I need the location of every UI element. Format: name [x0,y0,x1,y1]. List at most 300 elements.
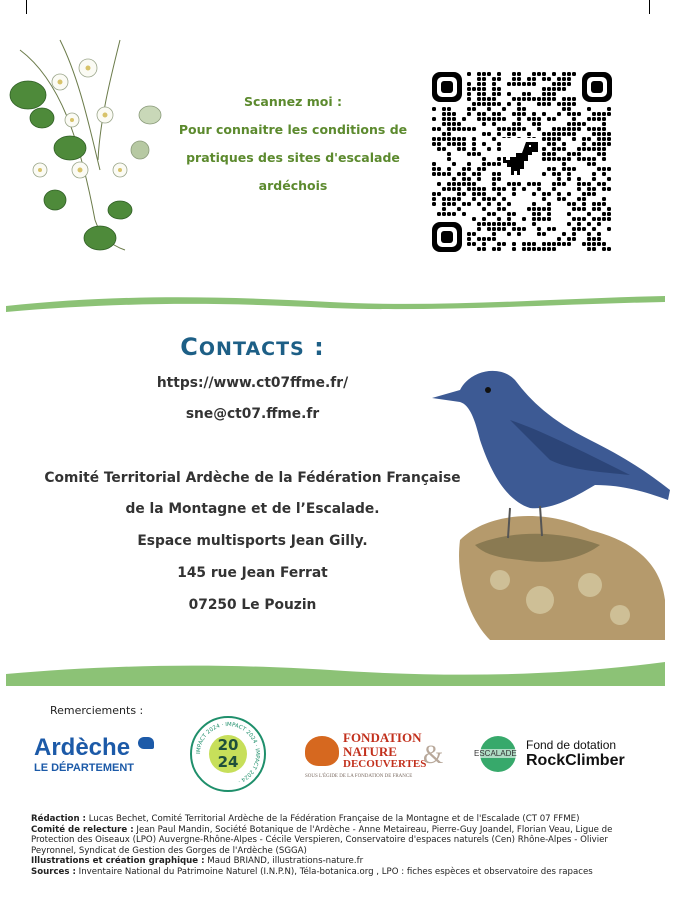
qr-module [602,147,606,151]
qr-module [582,242,586,246]
qr-module [552,152,556,156]
bird-illustration [430,360,670,650]
qr-module [577,147,581,151]
qr-module [522,242,526,246]
qr-module [432,197,436,201]
qr-module [487,72,491,76]
qr-module [447,172,451,176]
crop-mark-left [26,0,27,14]
qr-module [542,217,546,221]
qr-module [492,187,496,191]
qr-module [477,247,481,251]
qr-module [547,152,551,156]
qr-module [437,182,441,186]
qr-module [532,202,536,206]
email-link[interactable]: sne@ct07.ffme.fr [185,406,320,422]
qr-module [557,137,561,141]
qr-module [597,202,601,206]
qr-module [517,82,521,86]
qr-module [492,92,496,96]
qr-module [447,107,451,111]
qr-module [597,147,601,151]
qr-module [497,157,501,161]
qr-module [572,117,576,121]
qr-module [552,72,556,76]
qr-module [562,162,566,166]
qr-module [567,167,571,171]
qr-module [527,77,531,81]
qr-module [562,102,566,106]
qr-module [582,197,586,201]
qr-module [512,227,516,231]
qr-module [472,152,476,156]
qr-module [452,162,456,166]
qr-module [517,77,521,81]
rockclimber-logo[interactable] [474,736,634,776]
qr-module [552,82,556,86]
qr-module [567,82,571,86]
qr-module [572,217,576,221]
qr-module [527,82,531,86]
qr-module [582,202,586,206]
qr-module [607,142,611,146]
qr-module [437,137,441,141]
qr-module [577,182,581,186]
qr-module [592,147,596,151]
qr-module [537,212,541,216]
street-line: 145 rue Jean Ferrat [177,565,328,581]
qr-module [462,182,466,186]
qr-module [532,117,536,121]
qr-module [597,167,601,171]
qr-module [432,127,436,131]
qr-module [457,147,461,151]
qr-module [497,87,501,91]
qr-module [507,182,511,186]
qr-module [592,247,596,251]
qr-module [517,232,521,236]
qr-module [562,107,566,111]
qr-module [442,137,446,141]
qr-finder-top-right [582,72,612,102]
qr-module [497,202,501,206]
qr-module [487,227,491,231]
qr-code[interactable] [430,70,614,254]
qr-module [577,222,581,226]
qr-module [537,232,541,236]
qr-module [492,197,496,201]
qr-module [592,177,596,181]
qr-module [487,222,491,226]
ardeche-logo-name: Ardèche [34,734,131,761]
qr-module [482,92,486,96]
qr-finder-bottom-left [432,222,462,252]
qr-module [512,122,516,126]
qr-module [587,232,591,236]
scan-line-3: pratiques des sites d'escalade [186,150,400,165]
qr-module [552,157,556,161]
qr-module [482,167,486,171]
qr-module [562,142,566,146]
qr-module [607,167,611,171]
qr-module [512,192,516,196]
qr-module [467,152,471,156]
qr-module [497,117,501,121]
qr-module [467,202,471,206]
qr-module [507,212,511,216]
qr-module [532,242,536,246]
qr-module [552,247,556,251]
qr-module [587,242,591,246]
qr-module [462,177,466,181]
qr-module [497,172,501,176]
qr-module [562,97,566,101]
qr-module [492,182,496,186]
qr-module [522,187,526,191]
qr-module [497,72,501,76]
qr-module [507,232,511,236]
qr-module [492,102,496,106]
qr-module [562,147,566,151]
qr-module [432,142,436,146]
qr-module [472,102,476,106]
qr-module [537,182,541,186]
rockclimber-line-1: Fond de dotation [526,738,617,752]
fondation-sub: SOUS L'ÉGIDE DE LA FONDATION DE FRANCE [305,774,413,779]
qr-module [472,137,476,141]
qr-module [537,247,541,251]
qr-module [557,87,561,91]
qr-module [507,132,511,136]
qr-module [592,142,596,146]
qr-module [567,152,571,156]
qr-module [587,247,591,251]
qr-module [602,127,606,131]
qr-module [462,167,466,171]
qr-module [517,122,521,126]
qr-module [597,142,601,146]
qr-module [467,237,471,241]
qr-module [547,137,551,141]
qr-module [582,182,586,186]
qr-module [507,202,511,206]
qr-module [447,197,451,201]
qr-module [527,247,531,251]
qr-module [557,82,561,86]
qr-module [467,182,471,186]
qr-module [547,207,551,211]
qr-module [547,117,551,121]
qr-module [507,127,511,131]
qr-module [557,132,561,136]
qr-module [582,137,586,141]
qr-module [487,102,491,106]
qr-module [557,112,561,116]
qr-module [597,222,601,226]
qr-module [527,117,531,121]
qr-module [547,227,551,231]
fondation-nature-logo[interactable] [305,730,450,785]
qr-module [542,197,546,201]
qr-module [507,217,511,221]
qr-module [572,102,576,106]
qr-module [592,112,596,116]
qr-module [467,187,471,191]
qr-module [542,152,546,156]
qr-module [477,192,481,196]
qr-module [572,227,576,231]
qr-module [492,122,496,126]
qr-module [432,167,436,171]
org-line-1: Comité Territorial Ardèche de la Fédération Française [44,470,461,486]
qr-module [562,82,566,86]
impact-year-top: 20 [217,736,239,754]
qr-module [602,112,606,116]
qr-module [542,72,546,76]
qr-module [572,167,576,171]
qr-module [542,192,546,196]
qr-module [512,112,516,116]
qr-module [547,97,551,101]
scan-instructions [168,88,418,200]
qr-module [592,242,596,246]
qr-module [477,87,481,91]
qr-module [502,117,506,121]
qr-module [582,227,586,231]
qr-module [462,137,466,141]
fondation-line-3: DECOUVERTES [343,758,427,770]
qr-module [517,117,521,121]
qr-module [442,197,446,201]
credit-sources: Sources : Inventaire National du Patrimoine Naturel (I.N.P.N), Téla-botanica.org , LPO : fiches espèces et observatoire des rapaces [31,866,593,877]
qr-module [602,242,606,246]
qr-module [552,227,556,231]
qr-module [537,102,541,106]
qr-module [567,177,571,181]
qr-module [507,222,511,226]
qr-module [502,207,506,211]
city-line: 07250 Le Pouzin [188,597,317,613]
qr-module [537,217,541,221]
qr-module [482,247,486,251]
qr-module [567,102,571,106]
qr-module [502,197,506,201]
qr-module [567,237,571,241]
qr-module [532,97,536,101]
qr-module [547,202,551,206]
qr-module [542,147,546,151]
qr-module [487,162,491,166]
qr-module [517,112,521,116]
qr-module [572,232,576,236]
qr-module [537,117,541,121]
qr-module [477,202,481,206]
qr-module [462,127,466,131]
qr-module [467,242,471,246]
qr-module [587,222,591,226]
qr-module [487,107,491,111]
qr-module [597,152,601,156]
qr-module [467,177,471,181]
qr-module [602,117,606,121]
qr-module [582,207,586,211]
qr-module [557,102,561,106]
qr-module [507,92,511,96]
qr-module [492,227,496,231]
qr-finder-top-left [432,72,462,102]
qr-module [482,192,486,196]
qr-module [552,127,556,131]
credit-relecture: Comité de relecture : Jean Paul Mandin, Société Botanique de l'Ardèche - Anne Metaireau, Pierre-Guy Joandel, Florian Veau, Ligue de Protection des Oiseaux (LPO) Auvergne-Rhône-Alpes - Cécile Verspieren, Conservatoire d'espaces naturels (Cen) Rhône-Alpes - Olivier Peyronnel, Syndicat de Gestion des Gorges de l'Ardèche (SGGA) [31,824,613,856]
qr-module [502,107,506,111]
qr-module [557,157,561,161]
qr-module [532,212,536,216]
qr-module [487,237,491,241]
qr-module [582,142,586,146]
qr-module [562,132,566,136]
qr-module [567,157,571,161]
qr-module [587,107,591,111]
qr-module [567,122,571,126]
qr-module [557,127,561,131]
qr-module [527,207,531,211]
qr-module [552,182,556,186]
qr-module [492,222,496,226]
qr-module [457,197,461,201]
qr-module [477,222,481,226]
qr-module [492,162,496,166]
qr-module [442,187,446,191]
qr-module [447,167,451,171]
qr-module [467,72,471,76]
qr-module [512,132,516,136]
qr-module [467,112,471,116]
qr-module [467,92,471,96]
qr-module [597,112,601,116]
qr-module [562,87,566,91]
qr-module [602,152,606,156]
qr-module [512,222,516,226]
qr-module [547,247,551,251]
qr-module [472,147,476,151]
ardeche-logo-mark [138,737,154,749]
qr-module [462,192,466,196]
qr-module [502,227,506,231]
qr-module [542,247,546,251]
qr-module [552,172,556,176]
qr-module [547,77,551,81]
qr-module [487,212,491,216]
qr-module [542,137,546,141]
qr-module [497,187,501,191]
qr-module [552,87,556,91]
qr-module [577,177,581,181]
qr-module [472,142,476,146]
qr-module [452,142,456,146]
qr-module [482,207,486,211]
qr-module [482,187,486,191]
qr-module [607,217,611,221]
qr-module [482,222,486,226]
qr-module [517,107,521,111]
qr-module [572,237,576,241]
rockclimber-line-2: RockClimber [526,752,625,769]
qr-module [447,202,451,206]
qr-module [597,217,601,221]
qr-module [507,82,511,86]
qr-module [487,147,491,151]
qr-module [482,242,486,246]
qr-module [577,207,581,211]
qr-module [447,187,451,191]
org-line-2: de la Montagne et de l’Escalade. [125,501,380,517]
qr-module [477,237,481,241]
qr-module [562,72,566,76]
impact-2024-logo[interactable] [190,716,266,792]
qr-module [477,97,481,101]
qr-module [497,147,501,151]
qr-module [512,187,516,191]
qr-module [452,122,456,126]
qr-module [557,237,561,241]
qr-module [442,147,446,151]
qr-module [597,182,601,186]
qr-module [537,72,541,76]
qr-module [592,117,596,121]
qr-module [567,202,571,206]
qr-module [447,152,451,156]
qr-module [437,212,441,216]
qr-module [492,212,496,216]
qr-module [502,222,506,226]
qr-module [487,197,491,201]
qr-module [607,212,611,216]
qr-module [572,127,576,131]
qr-module [437,192,441,196]
qr-module [477,177,481,181]
qr-module [462,172,466,176]
qr-module [567,112,571,116]
credits [31,814,643,878]
qr-module [497,142,501,146]
qr-module [557,177,561,181]
qr-module [482,102,486,106]
qr-module [457,137,461,141]
qr-module [477,172,481,176]
qr-module [567,212,571,216]
qr-module [587,162,591,166]
qr-module [472,187,476,191]
qr-module [597,237,601,241]
qr-module [567,172,571,176]
qr-module [547,217,551,221]
qr-module [542,132,546,136]
qr-module [447,122,451,126]
qr-module [607,137,611,141]
qr-module [457,142,461,146]
qr-module [467,107,471,111]
qr-module [532,207,536,211]
qr-module [462,212,466,216]
qr-module [432,107,436,111]
qr-module [522,112,526,116]
qr-module [497,132,501,136]
qr-module [567,192,571,196]
qr-module [577,197,581,201]
website-link[interactable]: https://www.ct07ffme.fr/ [156,375,349,391]
qr-module [542,87,546,91]
qr-module [477,92,481,96]
